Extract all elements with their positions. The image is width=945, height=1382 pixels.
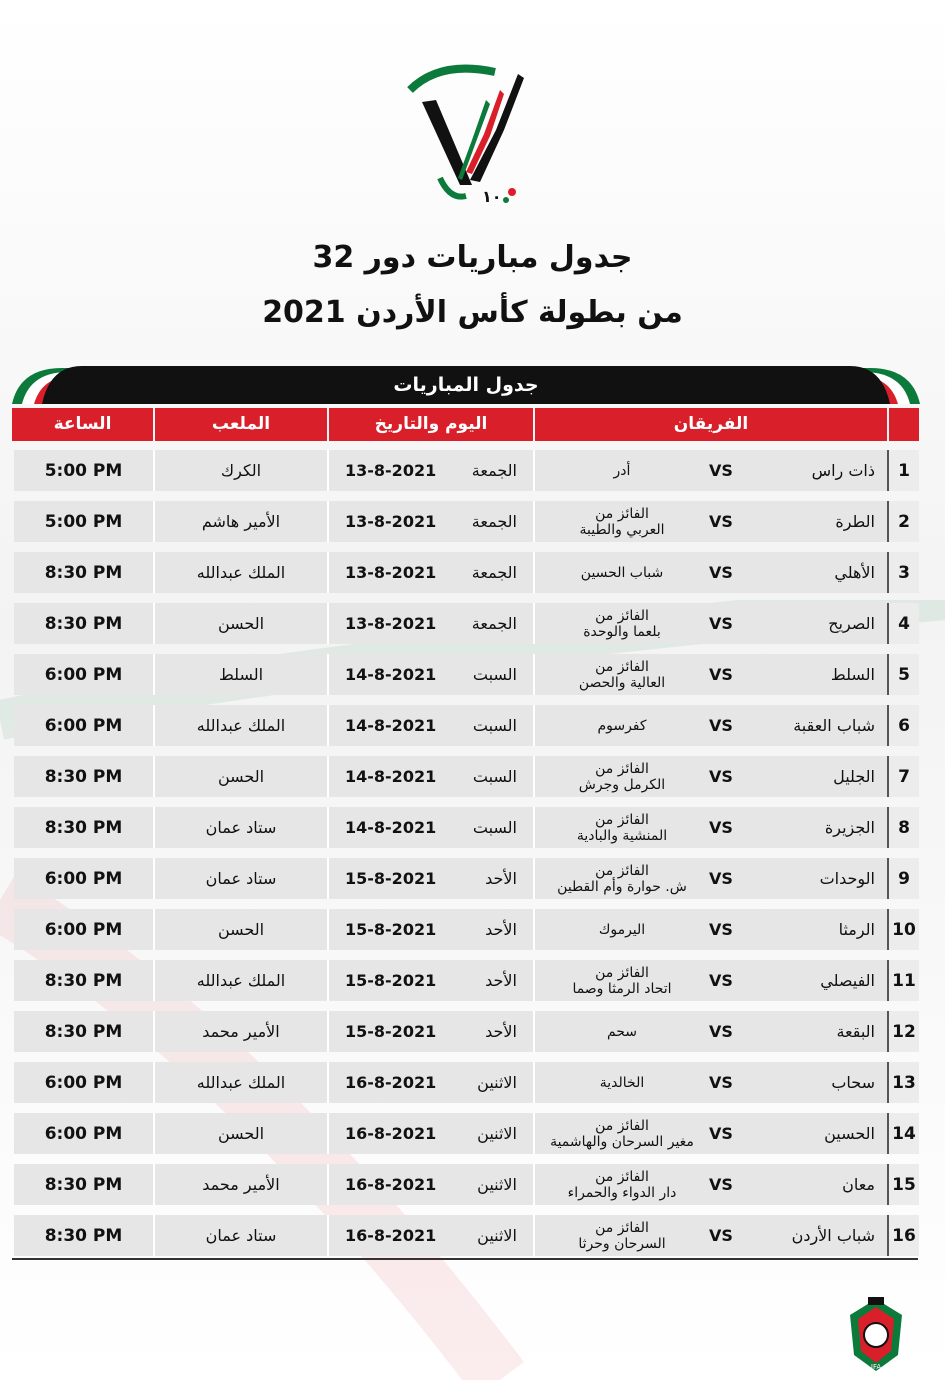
match-table	[14, 450, 919, 1266]
match-day: الأحد	[485, 971, 517, 990]
away-team	[547, 659, 697, 691]
match-date-value: 13-8-2021	[345, 563, 437, 582]
table-row	[14, 501, 919, 542]
match-teams	[533, 1062, 887, 1103]
home-team: شباب الأردن	[791, 1226, 875, 1245]
match-date-value: 16-8-2021	[345, 1073, 437, 1092]
match-date-value: 16-8-2021	[345, 1124, 437, 1143]
away-team	[547, 565, 697, 581]
match-teams	[533, 654, 887, 695]
match-number: 9	[887, 858, 919, 899]
match-date	[327, 1164, 533, 1205]
home-team: شباب العقبة	[793, 716, 875, 735]
vs-label: VS	[709, 818, 733, 837]
vs-label: VS	[709, 614, 733, 633]
match-time: 6:00 PM	[44, 919, 123, 940]
vs-label: VS	[709, 1073, 733, 1092]
match-date-value: 15-8-2021	[345, 1022, 437, 1041]
match-number: 14	[887, 1113, 919, 1154]
match-day: الجمعة	[471, 614, 517, 633]
match-date-value: 15-8-2021	[345, 920, 437, 939]
match-venue: الأمير هاشم	[153, 501, 327, 542]
away-team-line1: الفائز من	[595, 505, 649, 522]
away-team-line1: الخالدية	[599, 1074, 645, 1091]
match-number: 2	[887, 501, 919, 542]
away-team	[547, 1024, 697, 1040]
match-date	[327, 858, 533, 899]
match-teams	[533, 450, 887, 491]
match-date-value: 15-8-2021	[345, 971, 437, 990]
away-team	[547, 608, 697, 640]
match-number: 12	[887, 1011, 919, 1052]
vs-label: VS	[709, 512, 733, 531]
match-time: 6:00 PM	[44, 715, 123, 736]
match-time: 8:30 PM	[44, 817, 123, 838]
vs-label: VS	[709, 920, 733, 939]
match-date	[327, 450, 533, 491]
table-row	[14, 909, 919, 950]
away-team	[547, 863, 697, 895]
match-venue: الملك عبدالله	[153, 705, 327, 746]
match-teams	[533, 501, 887, 542]
match-date	[327, 501, 533, 542]
match-day: الأحد	[485, 869, 517, 888]
away-team-line1: الفائز من	[595, 1168, 649, 1185]
match-time: 5:00 PM	[44, 511, 123, 532]
away-team	[547, 463, 697, 479]
match-time: 8:30 PM	[44, 613, 123, 634]
vs-label: VS	[709, 1022, 733, 1041]
match-number: 15	[887, 1164, 919, 1205]
jfa-emblem	[842, 1295, 910, 1373]
match-venue: الأمير محمد	[153, 1164, 327, 1205]
match-venue: ستاد عمان	[153, 807, 327, 848]
match-date-value: 14-8-2021	[345, 818, 437, 837]
match-teams	[533, 909, 887, 950]
schedule-banner-title: جدول المباريات	[393, 374, 539, 396]
away-team-line1: الفائز من	[595, 964, 649, 981]
away-team-line2: المنشية والبادية	[576, 827, 668, 844]
away-team-line2: بلعما والوحدة	[583, 623, 661, 640]
away-team	[547, 812, 697, 844]
match-date-value: 13-8-2021	[345, 461, 437, 480]
match-date	[327, 1011, 533, 1052]
match-time: 6:00 PM	[44, 664, 123, 685]
match-number: 7	[887, 756, 919, 797]
away-team-line1: أدر	[613, 462, 631, 479]
match-date-value: 13-8-2021	[345, 512, 437, 531]
header-venue: الملعب	[153, 408, 327, 441]
match-day: الجمعة	[471, 512, 517, 531]
away-team	[547, 718, 697, 734]
table-row	[14, 1062, 919, 1103]
away-team-line1: سحم	[606, 1023, 638, 1040]
match-date	[327, 1062, 533, 1103]
match-venue: الملك عبدالله	[153, 1062, 327, 1103]
vs-label: VS	[709, 665, 733, 684]
away-team-line2: دار الدواء والحمراء	[567, 1184, 677, 1201]
away-team-line1: الفائز من	[595, 811, 649, 828]
vs-label: VS	[709, 1124, 733, 1143]
svg-text:JFA: JFA	[870, 1363, 882, 1371]
match-date-value: 14-8-2021	[345, 767, 437, 786]
away-team-line1: الفائز من	[595, 607, 649, 624]
match-time: 6:00 PM	[44, 1072, 123, 1093]
home-team: الجليل	[833, 767, 875, 786]
match-time: 8:30 PM	[44, 766, 123, 787]
table-row	[14, 1215, 919, 1256]
vs-label: VS	[709, 767, 733, 786]
match-venue: السلط	[153, 654, 327, 695]
match-teams	[533, 756, 887, 797]
match-date	[327, 1113, 533, 1154]
match-number: 10	[887, 909, 919, 950]
vs-label: VS	[709, 971, 733, 990]
home-team: معان	[842, 1175, 875, 1194]
match-teams	[533, 1164, 887, 1205]
home-team: الطرة	[835, 512, 875, 531]
svg-text:١٠: ١٠	[482, 187, 502, 206]
match-venue: ستاد عمان	[153, 858, 327, 899]
vs-label: VS	[709, 869, 733, 888]
away-team-line1: الفائز من	[595, 1117, 649, 1134]
match-teams	[533, 603, 887, 644]
table-bottom-divider	[12, 1258, 918, 1260]
match-number: 16	[887, 1215, 919, 1256]
away-team-line1: الفائز من	[595, 760, 649, 777]
away-team-line2: السرحان وحرثا	[578, 1235, 666, 1252]
table-row	[14, 1164, 919, 1205]
away-team-line2: مغير السرحان والهاشمية	[550, 1133, 694, 1150]
table-row	[14, 1113, 919, 1154]
match-venue: الحسن	[153, 756, 327, 797]
table-row	[14, 1011, 919, 1052]
away-team-line2: ش. حوارة وأم القطين	[557, 878, 687, 895]
away-team	[547, 965, 697, 997]
match-date	[327, 705, 533, 746]
match-date-value: 14-8-2021	[345, 665, 437, 684]
match-date	[327, 756, 533, 797]
match-venue: ستاد عمان	[153, 1215, 327, 1256]
table-row	[14, 807, 919, 848]
away-team	[547, 506, 697, 538]
match-date	[327, 603, 533, 644]
table-row	[14, 654, 919, 695]
home-team: الصريح	[828, 614, 875, 633]
away-team-line1: شباب الحسين	[580, 564, 664, 581]
away-team-line2: العربي والطيبة	[579, 521, 665, 538]
match-teams	[533, 1011, 887, 1052]
table-row	[14, 858, 919, 899]
match-number: 13	[887, 1062, 919, 1103]
match-date	[327, 1215, 533, 1256]
table-row	[14, 756, 919, 797]
away-team-line1: الفائز من	[595, 658, 649, 675]
match-number: 1	[887, 450, 919, 491]
match-time: 8:30 PM	[44, 1021, 123, 1042]
vs-label: VS	[709, 1226, 733, 1245]
match-day: الاثنين	[477, 1226, 517, 1245]
away-team-line2: اتحاد الرمثا وصما	[572, 980, 672, 997]
jordan-cup-logo	[400, 60, 530, 210]
match-day: الاثنين	[477, 1175, 517, 1194]
match-number: 6	[887, 705, 919, 746]
match-venue: الأمير محمد	[153, 1011, 327, 1052]
match-teams	[533, 705, 887, 746]
match-date-value: 15-8-2021	[345, 869, 437, 888]
match-date-value: 16-8-2021	[345, 1226, 437, 1245]
match-day: الاثنين	[477, 1124, 517, 1143]
match-date	[327, 654, 533, 695]
away-team-line1: الفائز من	[595, 1219, 649, 1236]
home-team: البقعة	[836, 1022, 875, 1041]
away-team	[547, 1220, 697, 1252]
match-venue: الملك عبدالله	[153, 960, 327, 1001]
home-team: الحسين	[824, 1124, 875, 1143]
match-number: 4	[887, 603, 919, 644]
match-venue: الحسن	[153, 1113, 327, 1154]
match-day: السبت	[472, 716, 517, 735]
away-team-line2: العالية والحصن	[578, 674, 666, 691]
match-date	[327, 909, 533, 950]
away-team	[547, 1075, 697, 1091]
table-row	[14, 552, 919, 593]
match-date-value: 16-8-2021	[345, 1175, 437, 1194]
home-team: الرمثا	[838, 920, 875, 939]
vs-label: VS	[709, 1175, 733, 1194]
match-teams	[533, 807, 887, 848]
match-day: الجمعة	[471, 563, 517, 582]
away-team	[547, 922, 697, 938]
home-team: الفيصلي	[820, 971, 875, 990]
match-venue: الكرك	[153, 450, 327, 491]
match-teams	[533, 552, 887, 593]
page-subtitle: من بطولة كأس الأردن 2021	[262, 295, 683, 330]
match-time: 8:30 PM	[44, 562, 123, 583]
away-team-line1: اليرموك	[598, 921, 646, 938]
home-team: السلط	[830, 665, 875, 684]
match-teams	[533, 1113, 887, 1154]
vs-label: VS	[709, 563, 733, 582]
away-team	[547, 1118, 697, 1150]
page-title: جدول مباريات دور 32	[312, 240, 633, 275]
table-row	[14, 960, 919, 1001]
match-date-value: 14-8-2021	[345, 716, 437, 735]
match-day: السبت	[472, 818, 517, 837]
home-team: سحاب	[831, 1073, 875, 1092]
away-team	[547, 1169, 697, 1201]
header-date: اليوم والتاريخ	[327, 408, 533, 441]
match-time: 8:30 PM	[44, 1174, 123, 1195]
table-header	[12, 408, 919, 441]
match-day: الجمعة	[471, 461, 517, 480]
match-time: 6:00 PM	[44, 868, 123, 889]
home-team: الأهلي	[834, 563, 875, 582]
match-date-value: 13-8-2021	[345, 614, 437, 633]
away-team-line1: الفائز من	[595, 862, 649, 879]
match-time: 8:30 PM	[44, 1225, 123, 1246]
match-venue: الحسن	[153, 909, 327, 950]
header-time: الساعة	[53, 414, 112, 434]
home-team: الجزيرة	[824, 818, 875, 837]
match-day: السبت	[472, 767, 517, 786]
away-team-line1: كفرسوم	[597, 717, 647, 734]
away-team-line2: الكرمل وجرش	[578, 776, 666, 793]
match-date	[327, 552, 533, 593]
home-team: الوحدات	[819, 869, 875, 888]
match-time: 8:30 PM	[44, 970, 123, 991]
match-venue: الملك عبدالله	[153, 552, 327, 593]
match-day: الأحد	[485, 1022, 517, 1041]
match-date	[327, 807, 533, 848]
match-day: السبت	[472, 665, 517, 684]
match-number: 3	[887, 552, 919, 593]
header-number	[887, 408, 919, 441]
match-day: الاثنين	[477, 1073, 517, 1092]
match-number: 8	[887, 807, 919, 848]
table-row	[14, 603, 919, 644]
match-day: الأحد	[485, 920, 517, 939]
match-time: 5:00 PM	[44, 460, 123, 481]
match-number: 11	[887, 960, 919, 1001]
table-row	[14, 705, 919, 746]
match-number: 5	[887, 654, 919, 695]
away-team	[547, 761, 697, 793]
match-time: 6:00 PM	[44, 1123, 123, 1144]
header-teams: الفريقان	[533, 408, 887, 441]
match-venue: الحسن	[153, 603, 327, 644]
table-row	[14, 450, 919, 491]
match-teams	[533, 960, 887, 1001]
match-date	[327, 960, 533, 1001]
home-team: ذات راس	[811, 461, 875, 480]
match-teams	[533, 1215, 887, 1256]
match-teams	[533, 858, 887, 899]
vs-label: VS	[709, 716, 733, 735]
vs-label: VS	[709, 461, 733, 480]
